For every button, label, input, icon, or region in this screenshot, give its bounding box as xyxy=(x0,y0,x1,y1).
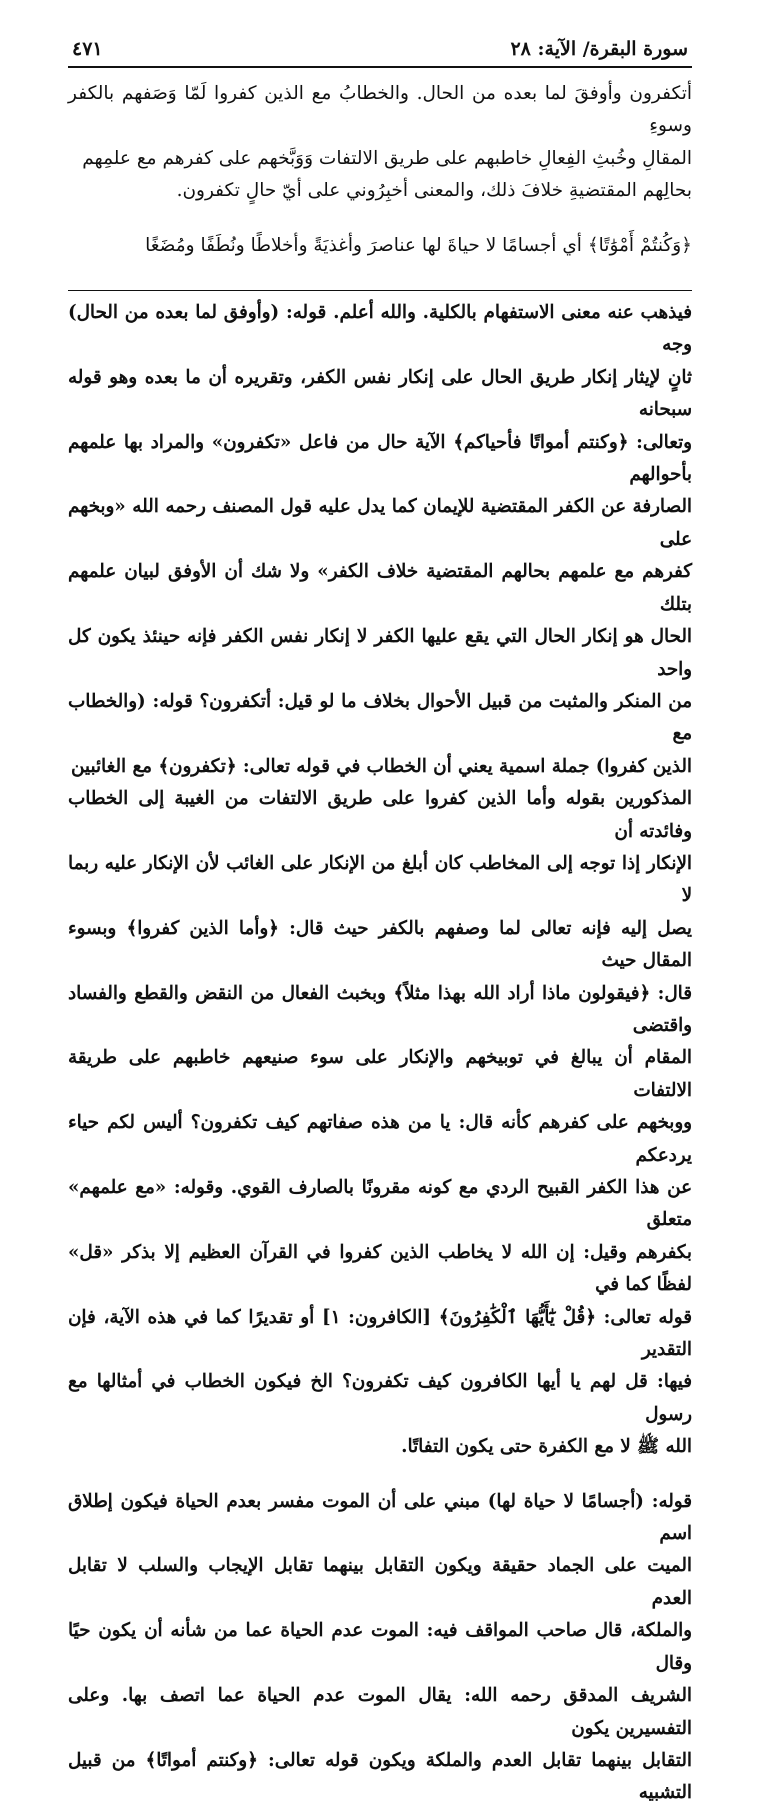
commentary-line: الإنكار إذا توجه إلى المخاطب كان أبلغ من الإنكار على الغائب لأن الإنكار عليه ربما لا xyxy=(68,852,692,907)
commentary-line: الصارفة عن الكفر المقتضية للإيمان كما يدل عليه قول المصنف رحمه الله «وبخهم على xyxy=(68,496,692,550)
commentary-line: الميت على الجماد حقيقة ويكون التقابل بينهما تقابل الإيجاب والسلب لا تقابل العدم xyxy=(68,1555,692,1609)
base-text-line: المقالِ وخُبثِ الفِعالِ خاطبهم على طريق الالتفات وَوَبَّخهم على كفرهم مع علمِهم xyxy=(82,147,692,169)
commentary-line: ثانٍ لإيثار إنكار طريق الحال على إنكار نفس الكفر، وتقريره أن ما بعده وهو قوله سبحانه xyxy=(68,366,692,421)
running-head xyxy=(68,38,692,66)
commentary-line: من المنكر والمثبت من قبيل الأحوال بخلاف ما لو قيل: أتكفرون؟ قوله: (والخطاب مع xyxy=(68,690,692,745)
commentary-line: التقابل بينهما تقابل العدم والملكة ويكون قوله تعالى: ﴿وكنتم أمواتًا﴾ من قبيل التشبيه xyxy=(68,1749,692,1804)
commentary-line: قال: ﴿فيقولون ماذا أراد الله بهذا مثلاً﴾ وبخبث الفعال من النقض والقطع والفساد واقتضى xyxy=(68,982,692,1036)
commentary-line: ووبخهم على كفرهم كأنه قال: يا من هذه صفاتهم كيف تكفرون؟ أليس لكم حياء يردعكم xyxy=(68,1112,692,1166)
surah-reference: سورة البقرة/ الآية: ٢٨ xyxy=(510,38,688,60)
commentary-divider xyxy=(68,290,692,291)
commentary-line: يصل إليه فإنه تعالى لما وصفهم بالكفر حيث قال: ﴿وأما الذين كفروا﴾ وبسوء المقال حيث xyxy=(68,917,692,972)
commentary-line: الله ﷺ لا مع الكفرة حتى يكون التفاتًا. xyxy=(401,1436,692,1458)
commentary-line: فيذهب عنه معنى الاستفهام بالكلية. والله أعلم. قوله: (وأوفق لما بعده من الحال) وجه xyxy=(68,302,692,356)
page-number: ٤٧١ xyxy=(72,38,103,60)
commentary-line: عن هذا الكفر القبيح الردي مع كونه مقرونًا بالصارف القوي. وقوله: «مع علمهم» متعلق xyxy=(68,1177,692,1231)
commentary-line: وتعالى: ﴿وكنتم أمواتًا فأحياكم﴾ الآية حال من فاعل «تكفرون» والمراد بها علمهم بأحوالهم xyxy=(68,431,692,486)
verse-line: ﴿وَكُنتُمْ أَمْوَٰتًا﴾ أي أجسامًا لا حياةَ لها عناصرَ وأغذيَةً وأخلاطًا ونُطَفًا ومُضَغًا xyxy=(145,234,692,256)
commentary-line: الحال هو إنكار الحال التي يقع عليها الكفر لا إنكار نفس الكفر فإنه حينئذ يكون كل واحد xyxy=(68,626,692,680)
commentary-line: قوله: (أجسامًا لا حياة لها) مبني على أن الموت مفسر بعدم الحياة فيكون إطلاق اسم xyxy=(68,1490,692,1545)
commentary-line: بكفرهم وقيل: إن الله لا يخاطب الذين كفروا في القرآن العظيم إلا بذكر «قل» لفظًا كما في xyxy=(68,1241,692,1296)
base-text-line: أتكفرون وأوفقَ لما بعده من الحال. والخطابُ مع الذين كفروا لَمّا وَصَفهم بالكفر وسوءِ xyxy=(68,83,692,137)
commentary-paragraph-1 xyxy=(68,297,692,1464)
commentary-line: المذكورين بقوله وأما الذين كفروا على طريق الالتفات من الغيبة إلى الخطاب وفائدته أن xyxy=(68,788,692,842)
commentary-paragraph-2 xyxy=(68,1486,692,1810)
base-text-line: بحالِهم المقتضيةِ خلافَ ذلك، والمعنى أخبِرُوني على أيّ حالٍ تكفرون. xyxy=(176,180,692,202)
base-text xyxy=(68,78,692,262)
commentary-line: قوله تعالى: ﴿قُلْ يَٰٓأَيُّهَا ٱلْكَٰفِرُونَ﴾ [الكافرون: ١] أو تقديرًا كما في هذه الآية، فإن التقدير xyxy=(68,1306,692,1361)
header-rule xyxy=(68,66,692,68)
commentary-line: الشريف المدقق رحمه الله: يقال الموت عدم الحياة عما اتصف بها. وعلى التفسيرين يكون xyxy=(68,1685,692,1739)
commentary-line: فيها: قل لهم يا أيها الكافرون كيف تكفرون؟ الخ فيكون الخطاب في أمثالها مع رسول xyxy=(68,1371,692,1425)
commentary-line: المقام أن يبالغ في توبيخهم والإنكار على سوء صنيعهم خاطبهم على طريقة الالتفات xyxy=(68,1047,692,1101)
commentary-line: كفرهم مع علمهم بحالهم المقتضية خلاف الكفر» ولا شك أن الأوفق لبيان علمهم بتلك xyxy=(68,561,692,615)
commentary xyxy=(68,297,692,1810)
commentary-line: الذين كفروا) جملة اسمية يعني أن الخطاب في قوله تعالى: ﴿تكفرون﴾ مع الغائبين xyxy=(71,755,692,777)
commentary-line: والملكة، قال صاحب المواقف فيه: الموت عدم الحياة عما من شأنه أن يكون حيًا وقال xyxy=(68,1620,692,1674)
